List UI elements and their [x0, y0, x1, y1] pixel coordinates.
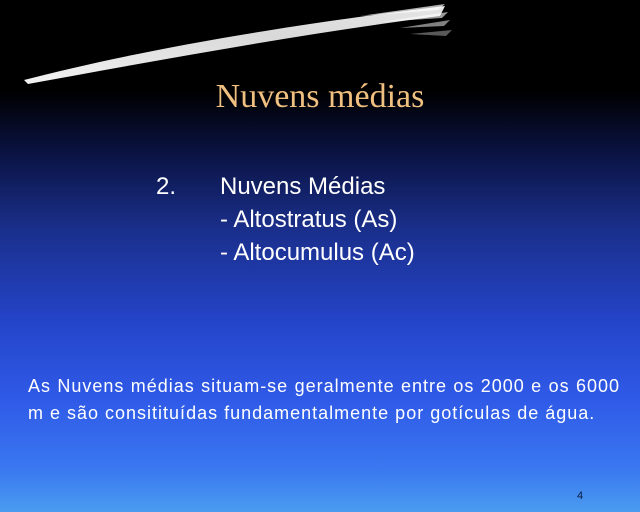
page-number: 4	[577, 490, 584, 502]
list-body	[220, 170, 415, 269]
slide-title-text: Nuvens médias	[215, 78, 425, 115]
list-number: 2.	[156, 173, 177, 200]
description-paragraph: As Nuvens médias situam-se geralmente entre os 2000 e os 6000 m e são consitituídas fundamentalmente por gotículas de água.	[28, 376, 620, 423]
slide-title	[0, 78, 640, 116]
list-heading: Nuvens Médias	[220, 173, 386, 200]
list-item: - Altostratus (As)	[220, 206, 398, 233]
list-item: - Altocumulus (Ac)	[220, 239, 415, 266]
